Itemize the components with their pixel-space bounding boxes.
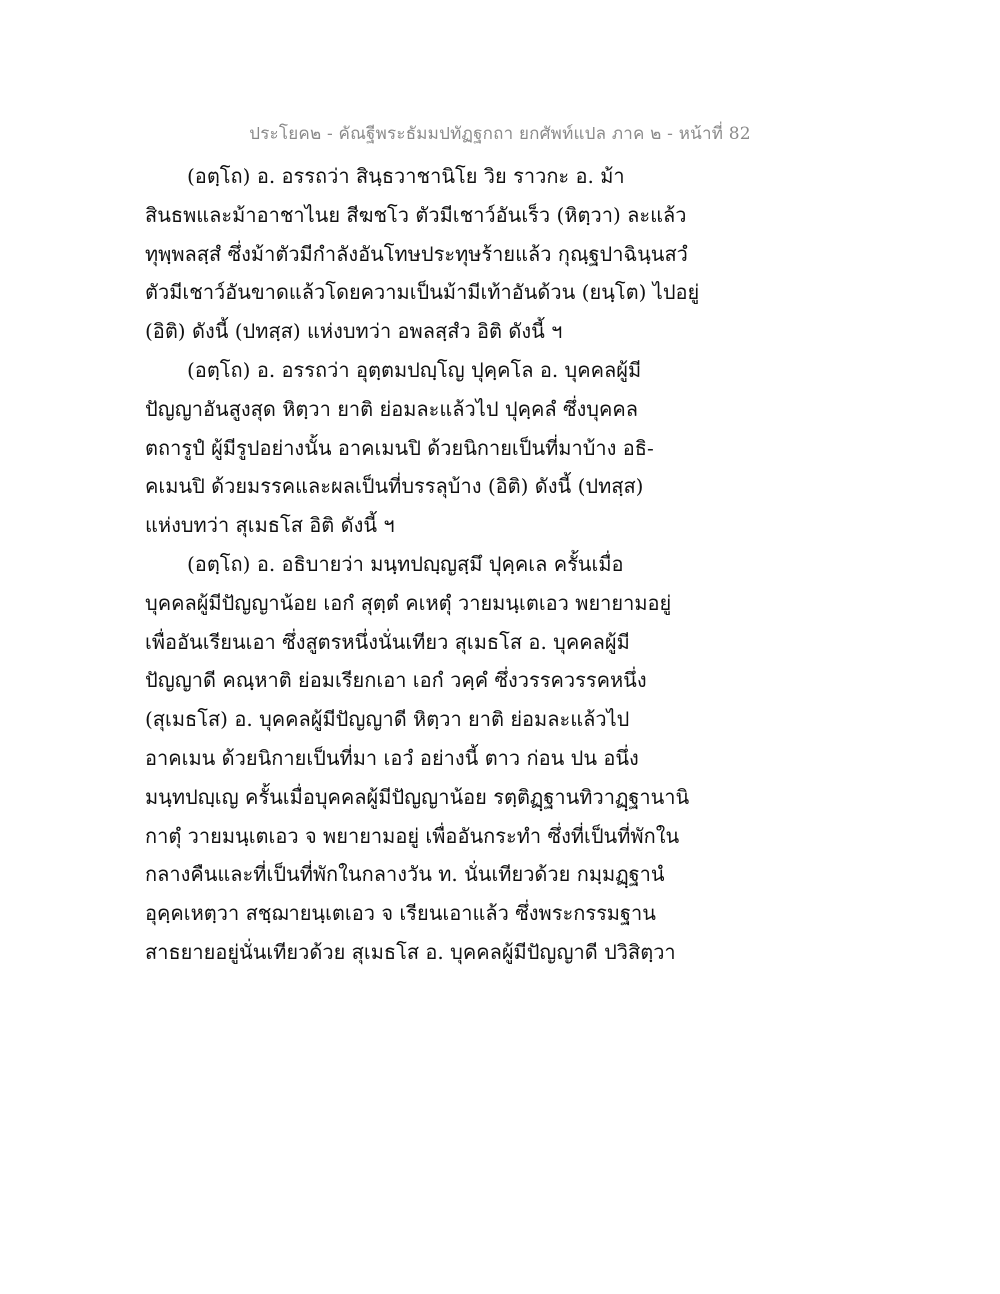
- text-line: ทุพฺพลสฺสํ ซึ่งม้าตัวมีกำลังอันโทษประทุษร้ายแล้ว กุณฺฐปาฉินฺนสวํ: [145, 241, 688, 266]
- text-line: แห่งบทว่า สุเมธโส อิติ ดังนี้ ฯ: [145, 513, 395, 538]
- text-line: มนฺทปญฺเญ ครั้นเมื่อบุคคลผู้มีปัญญาน้อย รตฺติฏฺฐานทิวาฏฺฐานานิ: [145, 784, 690, 809]
- text-line: (อตฺโถ) อ. อรรถว่า สินฺธวาชานิโย วิย ราวกะ อ. ม้า: [187, 164, 625, 188]
- text-line: อุคฺคเหตฺวา สชฺฌายนฺเตเอว จ เรียนเอาแล้ว ซึ่งพระกรรมฐาน: [145, 901, 656, 926]
- running-header: ประโยค๒ - คัณฐีพระธัมมปทัฏฐกถา ยกศัพท์แปล ภาค ๒ - หน้าที่ 82: [249, 124, 751, 144]
- text-line: คเมนปิ ด้วยมรรคและผลเป็นที่บรรลุบ้าง (อิติ) ดังนี้ (ปทสฺส): [145, 474, 644, 499]
- text-line: (สุเมธโส) อ. บุคคลผู้มีปัญญาดี หิตฺวา ยาติ ย่อมละแล้วไป: [145, 707, 630, 732]
- text-line: (อิติ) ดังนี้ (ปทสฺส) แห่งบทว่า อพลสฺสํว อิติ ดังนี้ ฯ: [145, 319, 563, 344]
- text-line: กาตุํ วายมนฺเตเอว จ พยายามอยู่ เพื่ออันกระทำ ซึ่งที่เป็นที่พักใน: [145, 823, 680, 848]
- text-line: (อตฺโถ) อ. อรรถว่า อุตฺตมปญฺโญ ปุคฺคโล อ. บุคคลผู้มี: [187, 357, 642, 382]
- text-line: สินธพและม้าอาชาไนย สีฆชโว ตัวมีเชาว์อันเร็ว (หิตฺวา) ละแล้ว: [145, 202, 687, 227]
- text-line: (อตฺโถ) อ. อธิบายว่า มนฺทปญฺญสฺมึ ปุคฺคเล ครั้นเมื่อ: [187, 551, 624, 576]
- body-text: [145, 157, 700, 972]
- text-line: เพื่ออันเรียนเอา ซึ่งสูตรหนึ่งนั่นเทียว สุเมธโส อ. บุคคลผู้มี: [145, 629, 630, 654]
- text-line: บุคคลผู้มีปัญญาน้อย เอกํ สุตฺตํ คเหตุํ วายมนฺเตเอว พยายามอยู่: [145, 590, 672, 615]
- text-line: ปัญญาดี คณฺหาติ ย่อมเรียกเอา เอกํ วคฺคํ ซึ่งวรรควรรคหนึ่ง: [145, 668, 647, 693]
- text-line: ปัญญาอันสูงสุด หิตฺวา ยาติ ย่อมละแล้วไป ปุคฺคลํ ซึ่งบุคคล: [145, 396, 639, 421]
- text-line: อาคเมน ด้วยนิกายเป็นที่มา เอวํ อย่างนี้ ตาว ก่อน ปน อนึ่ง: [145, 745, 639, 770]
- text-line: กลางคืนและที่เป็นที่พักในกลางวัน ท. นั่นเทียวด้วย กมฺมฏฺฐานํ: [145, 862, 665, 887]
- text-line: ตถารูปํ ผู้มีรูปอย่างนั้น อาคเมนปิ ด้วยนิกายเป็นที่มาบ้าง อธิ-: [145, 435, 654, 460]
- text-line: ตัวมีเชาว์อันขาดแล้วโดยความเป็นม้ามีเท้าอันด้วน (ยนฺโต) ไปอยู่: [145, 280, 700, 305]
- text-line: สาธยายอยู่นั่นเทียวด้วย สุเมธโส อ. บุคคลผู้มีปัญญาดี ปวิสิตฺวา: [145, 939, 676, 964]
